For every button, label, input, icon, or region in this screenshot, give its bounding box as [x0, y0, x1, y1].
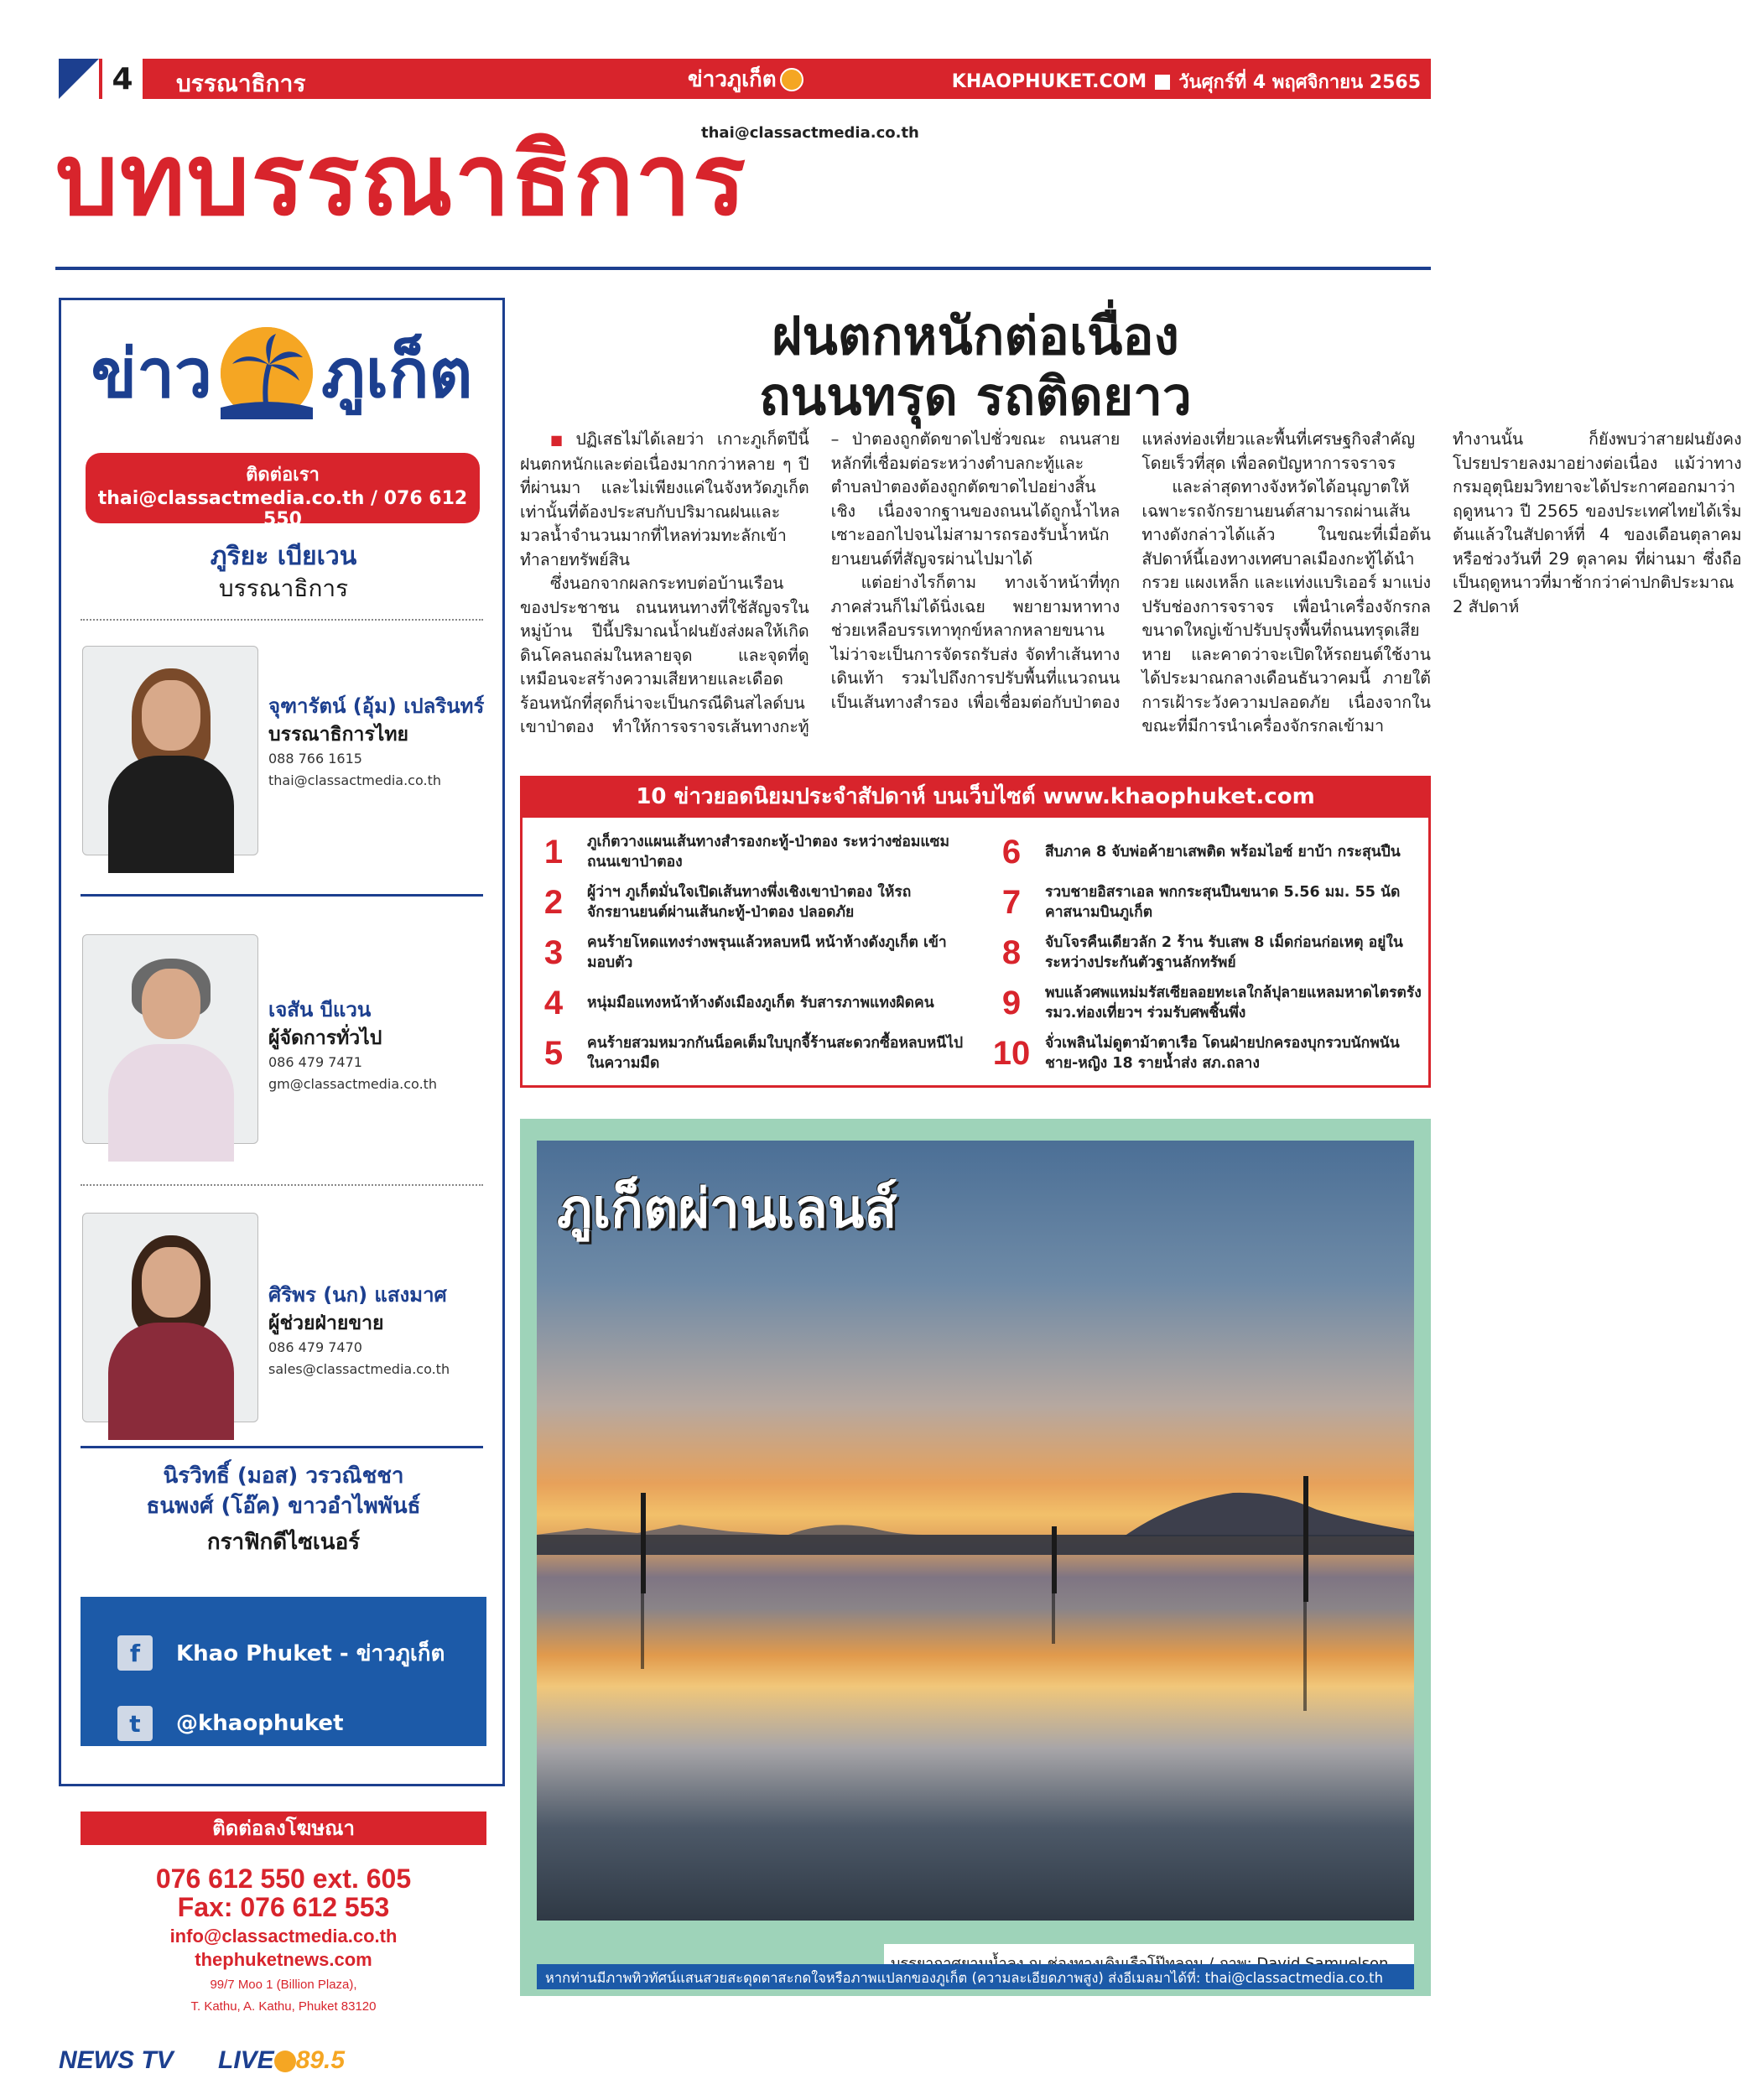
section-name: บรรณาธิการ: [176, 70, 306, 97]
top10-item-6[interactable]: 6 สีบภาค 8 จับพ่อค้ายาเสพติด พร้อมไอซ์ ยาบ้า กระสุนปืน: [1001, 833, 1401, 871]
ad-email[interactable]: info@classactmedia.co.th: [169, 1926, 398, 1947]
headline-line-2: ถนนทรุด รถติดยาว: [759, 366, 1192, 427]
khaophuket-logo: [81, 319, 483, 428]
social-facebook[interactable]: [117, 1635, 445, 1671]
top10-item-9[interactable]: 9 พบแล้วศพแหม่มรัสเซียลอยทะเลใกล้ปุลายแหลมหาดไตรตรัง รมว.ท่องเที่ยวฯ ร่วมรับศพชิ้นพึ่ง: [1001, 984, 1422, 1021]
staff-name-2: เจสัน บีแวน: [268, 998, 372, 1021]
sun-logo-icon: [780, 68, 803, 91]
logo-text-left: ข่าว: [91, 334, 213, 413]
top10-item-7[interactable]: 7 รวบชายอิสราเอล พกกระสุนปืนขนาด 5.56 มม. 55 นัด คาสนามบินภูเก็ต: [1001, 883, 1401, 921]
square-separator-icon: [1155, 75, 1170, 90]
portrait-woman-2: [83, 1214, 257, 1422]
facebook-icon: f: [117, 1635, 153, 1671]
sunset-beach-photo: [537, 1141, 1414, 1921]
top10-item-2[interactable]: 2 ผู้ว่าฯ ภูเก็ตมั่นใจเปิดเส้นทางพึ่งเชิงเขาป่าตอง ให้รถจักรยานยนต์ผ่านเส้นกะทู้-ป่าตอง ปลอดภัย: [543, 883, 912, 921]
staff-name-3: ศิริพร (นก) แสงมาศ: [268, 1283, 447, 1307]
masthead-small: [688, 62, 803, 96]
staff-role-3: ผู้ช่วยฝ่ายขาย: [268, 1312, 384, 1334]
staff-photo-2: [82, 934, 258, 1144]
staff-photo-3: [82, 1213, 258, 1422]
staff-phone-1: 088 766 1615: [268, 751, 362, 767]
staff-email-2[interactable]: gm@classactmedia.co.th: [268, 1076, 438, 1092]
square-bullet-icon: ■: [550, 432, 571, 448]
article-paragraph-1: ■ ปฏิเสธไม่ได้เลยว่า เกาะภูเก็ตปีนี้ฝนตกหนักและต่อเนื่องมากกว่าหลาย ๆ ปีที่ผ่านมา และไม่เพียงแค่ในจังหวัดภูเก็ตเท่านั้นที่ต้องประสบกับปริมาณฝนและมวลน้ำจำนวนมากที่ไหลท่วมทะลักเข้าทำลายทรัพย์สิน: [520, 429, 809, 569]
blue-divider-2: [81, 1446, 483, 1448]
news-tv-logo: NEWS TV: [59, 2046, 174, 2074]
dateline: [952, 67, 1421, 96]
staff-phone-2: 086 479 7471: [268, 1054, 362, 1070]
top10-item-4[interactable]: 4 หนุ่มมือแทงหน้าห้างดังเมืองภูเก็ต รับสารภาพแทงผิดคน: [543, 984, 934, 1021]
editor-role: บรรณาธิการ: [218, 574, 349, 602]
page-title: บทบรรณาธิการ: [55, 122, 748, 237]
staff-name-1: จุฑารัตน์ (อุ้ม) เปลรินทร์: [268, 694, 485, 718]
designer-name-2: ธนพงศ์ (โอ๊ค) ขาวอำไพพันธ์: [146, 1494, 421, 1519]
ad-website[interactable]: thephuketnews.com: [195, 1949, 372, 1970]
social-twitter[interactable]: [117, 1706, 344, 1741]
twitter-icon: t: [117, 1706, 153, 1741]
top10-title: 10 ข่าวยอดนิยมประจำสัปดาห์ บนเว็บไซต์ www.khaophuket.com: [520, 776, 1431, 818]
top10-item-5[interactable]: 5 คนร้ายสวมหมวกกันน็อคเต็มใบบุกจี้ร้านสะดวกซื้อหลบหนีไปในความมืด: [543, 1034, 964, 1072]
photo-section-title: ภูเก็ตผ่านเลนส์: [557, 1178, 897, 1240]
contact-box: [86, 453, 480, 530]
dotted-divider: [81, 619, 483, 621]
top10-item-10[interactable]: 10 จั่วเพลินไม่ดูตาม้าตาเรือ โดนฝ่ายปกครองบุกรวบนักพนันชาย-หญิง 18 รายน้ำส่ง สภ.ถลาง: [992, 1034, 1400, 1072]
staff-role-2: ผู้จัดการทั่วไป: [268, 1027, 382, 1049]
corner-triangle-icon: [59, 59, 99, 99]
staff-photo-1: [82, 646, 258, 855]
title-divider: [55, 267, 1431, 270]
article-paragraph-4: และล่าสุดทางจังหวัดได้อนุญาตให้เฉพาะรถจักรยานยนต์สามารถผ่านเส้นทางดังกล่าวได้แล้ว ในขณะที่เมื่อต้นสัปดาห์นี้เองทางเทศบาลเมืองกะทู้ได้นำกรวย แผงเหล็ก และแท่งแบริเออร์ มาแบ่งปรับช่องการจราจร เพื่อนำเครื่องจักรกลขนาดใหญ่เข้าปรับปรุงพื้นที่ถนนทรุดเสียหาย และคาดว่าจะเปิดให้รถยนต์ใช้งานได้ประมาณกลางเดือนธันวาคมนี้ ภายใต้การเฝ้าระวังความปลอดภัย เนื่องจากในขณะที่มีการนำเครื่องจักรกลเข้ามาทำงานนั้น ก็ยังพบว่าสายฝนยังคงโปรยปรายลงมาอย่างต่อเนื่อง แม้ว่าทางกรมอุตุนิยมวิทยาจะได้ประกาศออกมาว่า ฤดูหนาว ปี 2565 ของประเทศไทยได้เริ่มต้นแล้วในสัปดาห์ที่ 4 ของเดือนตุลาคม หรือช่วงวันที่ 29 ตุลาคม ที่ผ่านมา ซึ่งถือเป็นฤดูหนาวที่มาช้ากว่าค่าปกติประมาณ 2 สัปดาห์: [1141, 429, 1742, 736]
staff-email-1[interactable]: thai@classactmedia.co.th: [268, 772, 441, 788]
top10-item-1[interactable]: 1 ภูเก็ตวางแผนเส้นทางสำรองกะทู้-ป่าตอง ระหว่างซ่อมแซมถนนเขาป่าตอง: [543, 833, 950, 871]
designer-name-1: นิรวิทธิ์ (มอส) วรวณิชชา: [163, 1463, 404, 1489]
logo-text-right: ภูเก็ต: [321, 334, 473, 413]
ad-address-1: 99/7 Moo 1 (Billion Plaza),: [210, 1978, 357, 1992]
contact-title: ติดต่อเรา: [246, 465, 320, 486]
ad-address-2: T. Kathu, A. Kathu, Phuket 83120: [190, 1999, 377, 2014]
ad-phone: 076 612 550 ext. 605: [155, 1863, 412, 1894]
site-name[interactable]: KHAOPHUKET.COM: [951, 71, 1147, 92]
sun-badge-icon: [274, 2051, 296, 2072]
header-email[interactable]: thai@classactmedia.co.th: [701, 124, 919, 142]
portrait-man: [83, 935, 257, 1143]
staff-phone-3: 086 479 7470: [268, 1339, 362, 1355]
dotted-divider-2: [81, 1184, 483, 1186]
page-number: 4: [102, 59, 143, 99]
live-radio-logo: LIVE 89.5: [218, 2046, 346, 2074]
facebook-label: Khao Phuket - ข่าวภูเก็ต: [176, 1640, 445, 1666]
contact-detail[interactable]: thai@classactmedia.co.th / 076 612 550: [97, 488, 468, 530]
ad-contact-title: ติดต่อลงโฆษณา: [81, 1812, 486, 1845]
top10-item-8[interactable]: 8 จับโจรคืนเดียวลัก 2 ร้าน รับเสพ 8 เม็ดก่อนก่อเหตุ อยู่ในระหว่างประกันตัวฐานลักทรัพย์: [1001, 933, 1403, 971]
staff-role-1: บรรณาธิการไทย: [268, 724, 408, 746]
headline-line-1: ฝนตกหนักต่อเนื่อง: [772, 305, 1179, 366]
portrait-woman-1: [83, 647, 257, 855]
palm-sun-icon: [221, 327, 313, 419]
article-paragraph-3: แต่อย่างไรก็ตาม ทางเจ้าหน้าที่ทุกภาคส่วนก็ไม่ได้นิ่งเฉย พยายามหาทางช่วยเหลือบรรเทาทุกข์หลากหลายขนาน ไม่ว่าจะเป็นการจัดรถรับส่ง จัดทำเส้นทางเดินเท้า รวมไปถึงการปรับพื้นที่แนวถนนเป็นเส้นทางสำรอง เพื่อเชื่อมต่อกับป่าตองแหล่งท่องเที่ยวและพื้นที่เศรษฐกิจสำคัญโดยเร็วที่สุด เพื่อลดปัญหาการจราจร: [830, 429, 1416, 712]
article-paragraph-2: ซึ่งนอกจากผลกระทบต่อบ้านเรือนของประชาชน ถนนหนทางที่ใช้สัญจรในหมู่บ้าน ปีนี้ปริมาณน้ำฝนยังส่งผลให้เกิดดินโคลนถล่มในหลายจุด และจุดที่ดูเหมือนจะสร้างความเสียหายและเดือดร้อนหนักที่สุดก็น่าจะเป็นกรณีดินสไลด์บนเขาป่าตอง ทำให้การจราจรเส้นทางกะทู้ – ป่าตองถูกตัดขาดไปชั่วขณะ ถนนสายหลักที่เชื่อมต่อระหว่างตำบลกะทู้และตำบลป่าตองต้องถูกตัดขาดไปอย่างสิ้นเชิง เนื่องจากฐานของถนนได้ถูกน้ำไหลเซาะออกไปจนไม่สามารถรองรับน้ำหนักยานยนต์ที่สัญจรผ่านไปมาได้: [520, 429, 1121, 736]
ad-fax: Fax: 076 612 553: [177, 1892, 390, 1922]
top10-item-3[interactable]: 3 คนร้ายโหดแทงร่างพรุนแล้วหลบหนี หน้าห้างดังภูเก็ต เข้ามอบตัว: [543, 933, 947, 971]
editor-name: ภูริยะ เบียเวน: [210, 542, 357, 571]
staff-email-3[interactable]: sales@classactmedia.co.th: [268, 1361, 450, 1377]
issue-date: วันศุกร์ที่ 4 พฤศจิกายน 2565: [1178, 72, 1421, 93]
designer-role: กราฟิกดีไซเนอร์: [206, 1530, 361, 1555]
editorial-article: [520, 428, 1742, 748]
twitter-label: @khaophuket: [176, 1711, 344, 1736]
photo-submission-note: หากท่านมีภาพทิวทัศน์แสนสวยสะดุดตาสะกดใจหรือภาพแปลกของภูเก็ต (ความละเอียดภาพสูง) ส่งอีเมลมาได้ที่: thai@classactmedia.co.th: [545, 1970, 1384, 1986]
blue-divider-1: [81, 894, 483, 897]
masthead-text: ข่าวภูเก็ต: [688, 67, 777, 92]
top10-list: [528, 826, 1422, 1082]
